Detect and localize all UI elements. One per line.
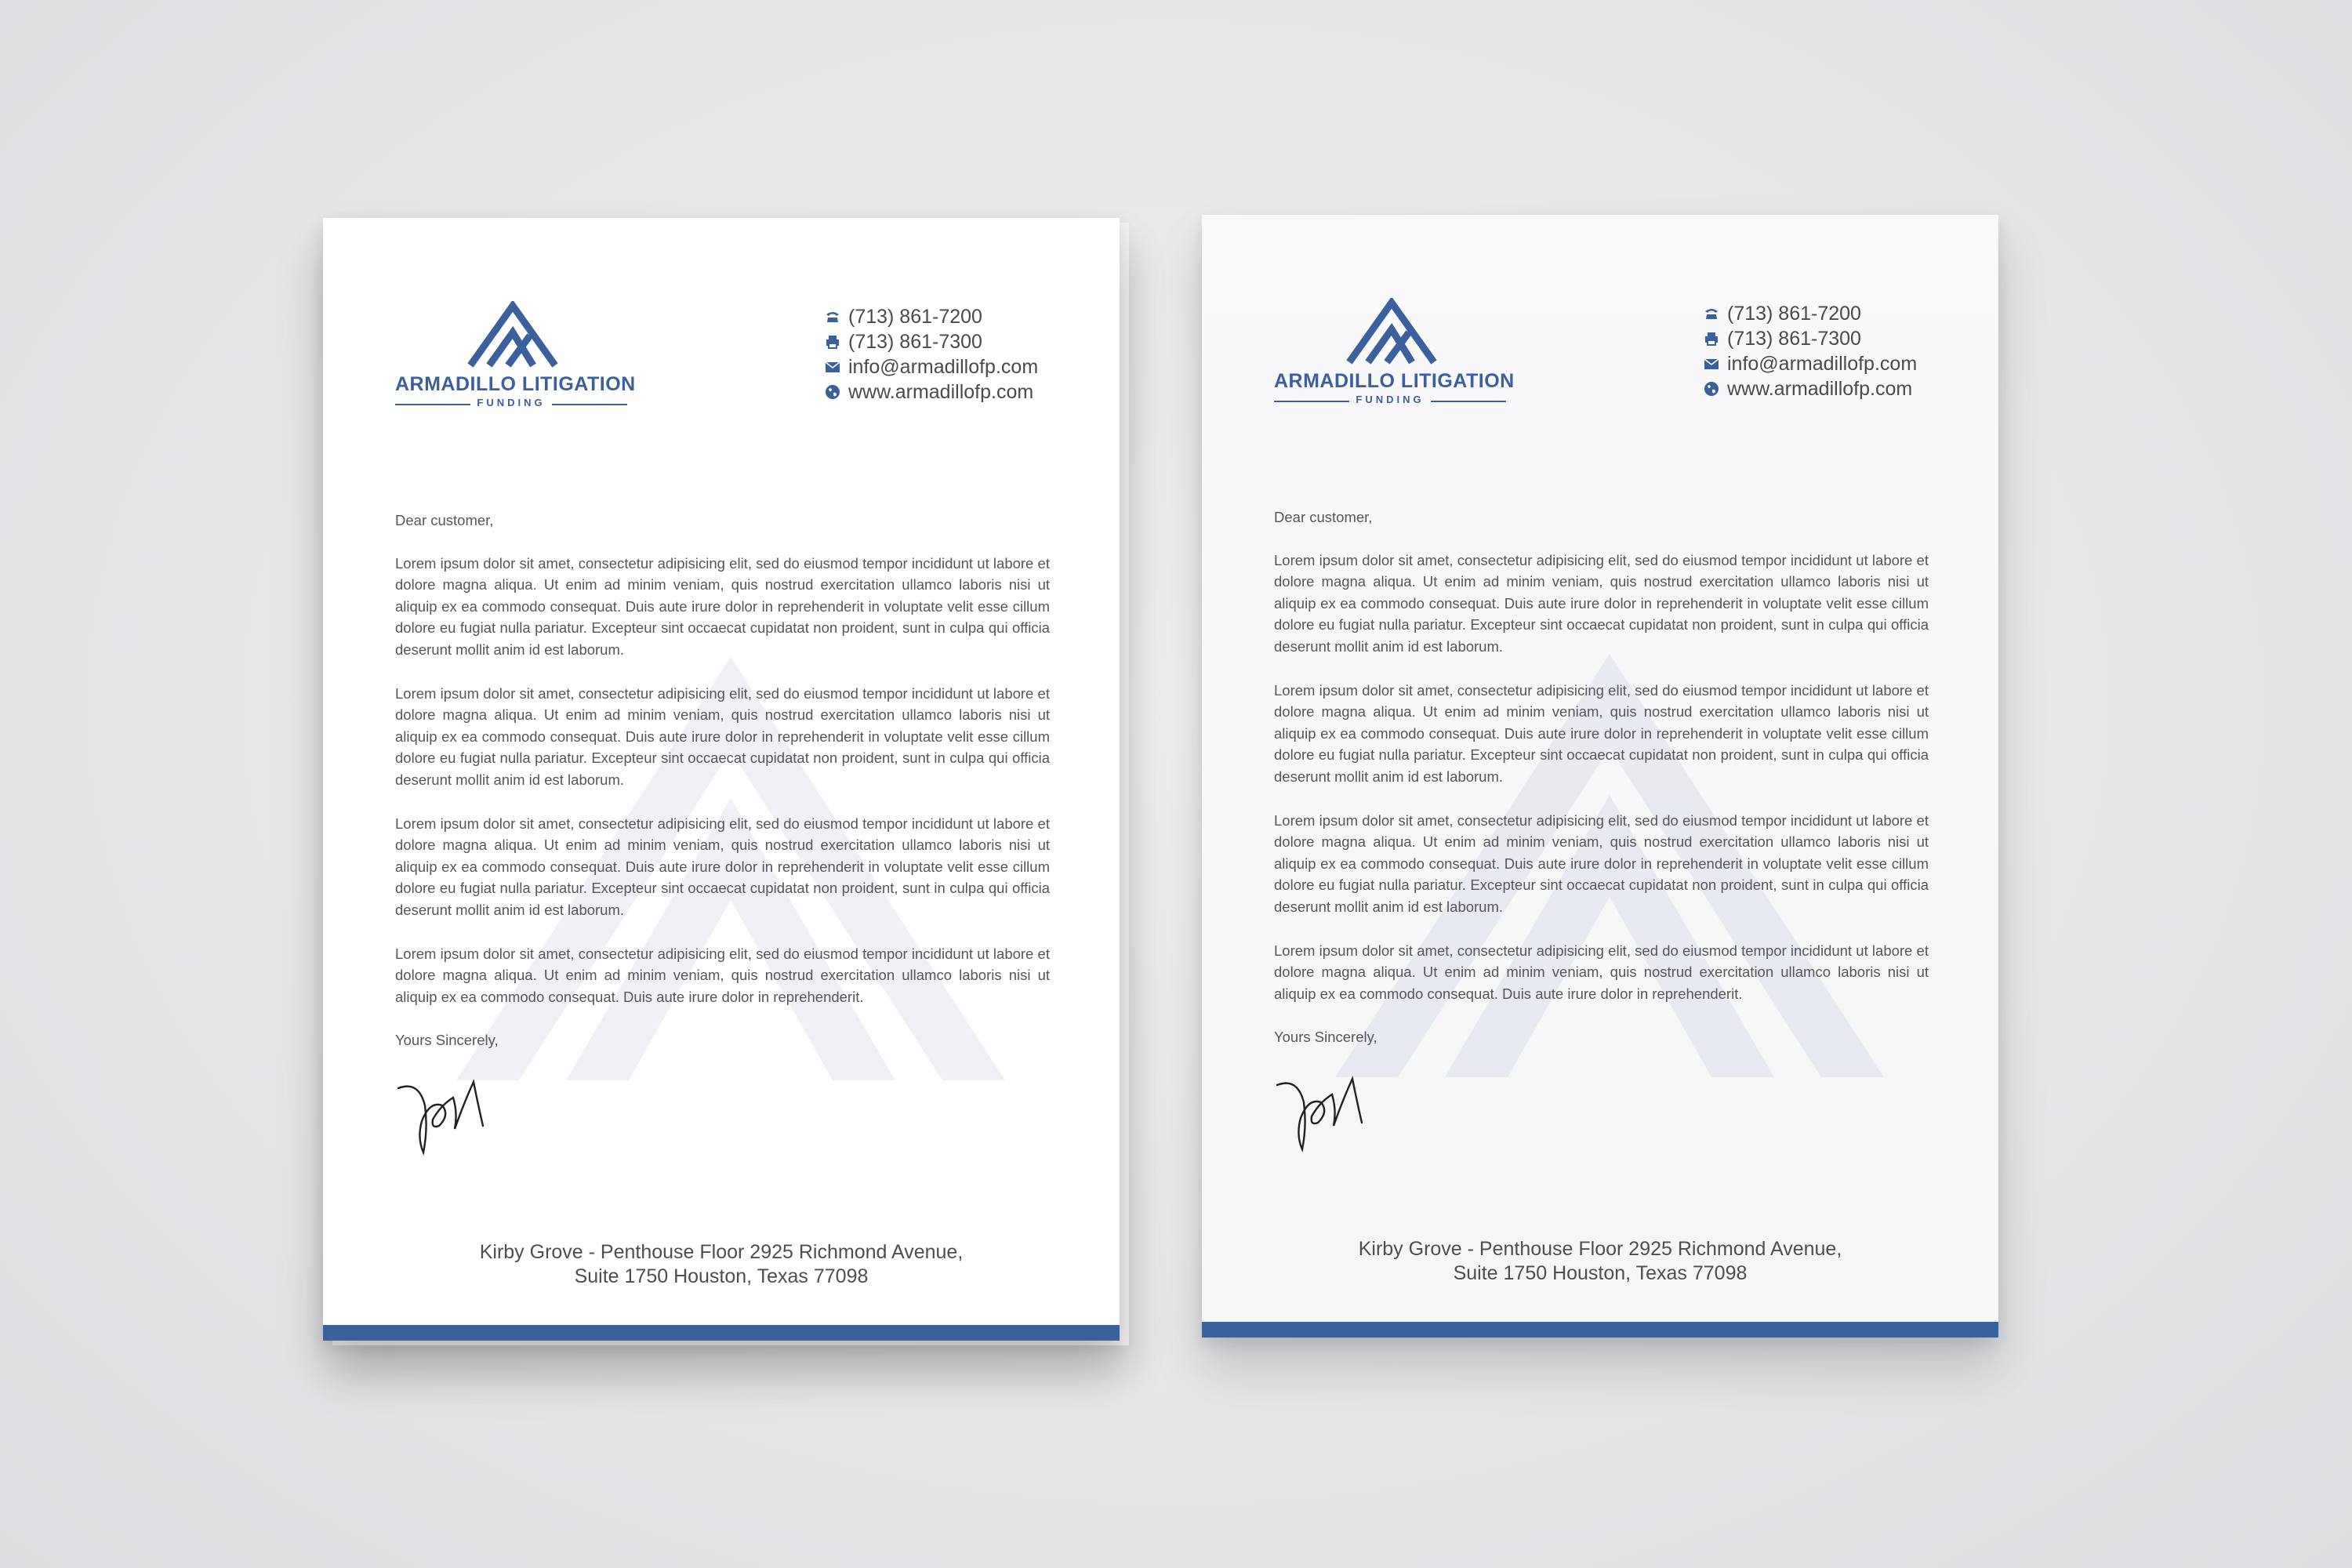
letter-paragraph-3: Lorem ipsum dolor sit amet, consectetur adipisicing elit, sed do eiusmod tempor incididunt ut labore et dolore magna aliqua. Ut enim ad minim veniam, quis nostrud exercitation ullamco laboris nisi ut aliquip ex ea commodo consequat. Duis aute irure dolor in reprehenderit in voluptate velit esse cillum dolore eu fugiat nulla pariatur. Excepteur sint occaecat cupidatat non proident, sunt in culpa qui officia deserunt mollit anim id est laborum. (1274, 811, 1929, 915)
letter-body (1274, 506, 1929, 1062)
letter-paragraph-4: Lorem ipsum dolor sit amet, consectetur adipisicing elit, sed do eiusmod tempor incididunt ut labore et dolore magna aliqua. Ut enim ad minim veniam, quis nostrud exercitation ullamco laboris nisi ut aliquip ex ea commodo consequat. Duis aute irure dolor in reprehenderit. (395, 945, 1050, 1005)
letter-paragraph-3: Lorem ipsum dolor sit amet, consectetur adipisicing elit, sed do eiusmod tempor incididunt ut labore et dolore magna aliqua. Ut enim ad minim veniam, quis nostrud exercitation ullamco laboris nisi ut aliquip ex ea commodo consequat. Duis aute irure dolor in reprehenderit in voluptate velit esse cillum dolore eu fugiat nulla pariatur. Excepteur sint occaecat cupidatat non proident, sunt in culpa qui officia deserunt mollit anim id est laborum. (395, 815, 1050, 918)
contact-block (825, 304, 1091, 405)
letter-body (395, 510, 1050, 1065)
company-address (1202, 1237, 1998, 1286)
contact-email-text: info@armadillofp.com (1727, 352, 1918, 375)
fax-icon (825, 334, 840, 350)
contact-block (1704, 301, 1970, 401)
brand-logo (395, 301, 636, 411)
contact-phone[interactable] (825, 304, 1091, 329)
contact-fax-text: (713) 861-7300 (848, 330, 982, 353)
letter-paragraph-4: Lorem ipsum dolor sit amet, consectetur adipisicing elit, sed do eiusmod tempor incididunt ut labore et dolore magna aliqua. Ut enim ad minim veniam, quis nostrud exercitation ullamco laboris nisi ut aliquip ex ea commodo consequat. Duis aute irure dolor in reprehenderit. (1274, 942, 1929, 1002)
contact-website[interactable] (1704, 376, 1970, 401)
contact-website-text: www.armadillofp.com (1727, 377, 1913, 400)
brand-logo (1274, 298, 1515, 408)
contact-fax-text: (713) 861-7300 (1727, 327, 1861, 350)
contact-fax[interactable] (825, 329, 1091, 354)
letter-paragraph-2: Lorem ipsum dolor sit amet, consectetur adipisicing elit, sed do eiusmod tempor incididunt ut labore et dolore magna aliqua. Ut enim ad minim veniam, quis nostrud exercitation ullamco laboris nisi ut aliquip ex ea commodo consequat. Duis aute irure dolor in reprehenderit in voluptate velit esse cillum dolore eu fugiat nulla pariatur. Excepteur sint occaecat cupidatat non proident, sunt in culpa qui officia deserunt mollit anim id est laborum. (1274, 681, 1929, 785)
contact-email[interactable] (825, 354, 1091, 379)
letterhead-sheet-left (323, 218, 1120, 1341)
address-line-2: Suite 1750 Houston, Texas 77098 (574, 1265, 869, 1287)
globe-icon (825, 384, 840, 400)
armadillo-triangle-icon (466, 301, 560, 368)
email-icon (825, 359, 840, 375)
email-icon (1704, 356, 1719, 372)
phone-icon (825, 309, 840, 325)
phone-icon (1704, 306, 1719, 321)
address-line-1: Kirby Grove - Penthouse Floor 2925 Richmond Avenue, (479, 1241, 964, 1263)
armadillo-triangle-icon (1345, 298, 1439, 365)
brand-tagline (395, 397, 627, 411)
footer-accent-bar (323, 1325, 1120, 1341)
letter-salutation: Dear customer, (1274, 509, 1373, 525)
contact-phone-text: (713) 861-7200 (1727, 302, 1861, 325)
contact-website-text: www.armadillofp.com (848, 380, 1034, 403)
letter-paragraph-1: Lorem ipsum dolor sit amet, consectetur adipisicing elit, sed do eiusmod tempor incididunt ut labore et dolore magna aliqua. Ut enim ad minim veniam, quis nostrud exercitation ullamco laboris nisi ut aliquip ex ea commodo consequat. Duis aute irure dolor in reprehenderit in voluptate velit esse cillum dolore eu fugiat nulla pariatur. Excepteur sint occaecat cupidatat non proident, sunt in culpa qui officia deserunt mollit anim id est laborum. (1274, 551, 1929, 655)
contact-email-text: info@armadillofp.com (848, 355, 1039, 378)
brand-tagline-text: FUNDING (477, 397, 546, 408)
letterhead-sheet-right (1202, 215, 1998, 1338)
contact-phone-text: (713) 861-7200 (848, 305, 982, 328)
brand-tagline-text: FUNDING (1356, 394, 1425, 405)
contact-phone[interactable] (1704, 301, 1970, 326)
company-address (323, 1240, 1120, 1289)
address-line-2: Suite 1750 Houston, Texas 77098 (1453, 1262, 1748, 1284)
contact-email[interactable] (1704, 351, 1970, 376)
brand-tagline (1274, 394, 1506, 408)
letter-closing: Yours Sincerely, (395, 1032, 499, 1049)
fax-icon (1704, 331, 1719, 347)
handwritten-signature (395, 1074, 497, 1160)
footer-accent-bar (1202, 1322, 1998, 1338)
letter-salutation: Dear customer, (395, 512, 494, 528)
contact-website[interactable] (825, 379, 1091, 405)
letter-paragraph-1: Lorem ipsum dolor sit amet, consectetur adipisicing elit, sed do eiusmod tempor incididunt ut labore et dolore magna aliqua. Ut enim ad minim veniam, quis nostrud exercitation ullamco laboris nisi ut aliquip ex ea commodo consequat. Duis aute irure dolor in reprehenderit in voluptate velit esse cillum dolore eu fugiat nulla pariatur. Excepteur sint occaecat cupidatat non proident, sunt in culpa qui officia deserunt mollit anim id est laborum. (395, 554, 1050, 658)
address-line-1: Kirby Grove - Penthouse Floor 2925 Richmond Avenue, (1358, 1238, 1842, 1260)
handwritten-signature (1274, 1071, 1376, 1157)
contact-fax[interactable] (1704, 326, 1970, 351)
brand-name: ARMADILLO LITIGATION (395, 373, 636, 395)
globe-icon (1704, 381, 1719, 397)
letter-paragraph-2: Lorem ipsum dolor sit amet, consectetur adipisicing elit, sed do eiusmod tempor incididunt ut labore et dolore magna aliqua. Ut enim ad minim veniam, quis nostrud exercitation ullamco laboris nisi ut aliquip ex ea commodo consequat. Duis aute irure dolor in reprehenderit in voluptate velit esse cillum dolore eu fugiat nulla pariatur. Excepteur sint occaecat cupidatat non proident, sunt in culpa qui officia deserunt mollit anim id est laborum. (395, 684, 1050, 788)
letter-closing: Yours Sincerely, (1274, 1029, 1377, 1046)
brand-name: ARMADILLO LITIGATION (1274, 370, 1515, 392)
